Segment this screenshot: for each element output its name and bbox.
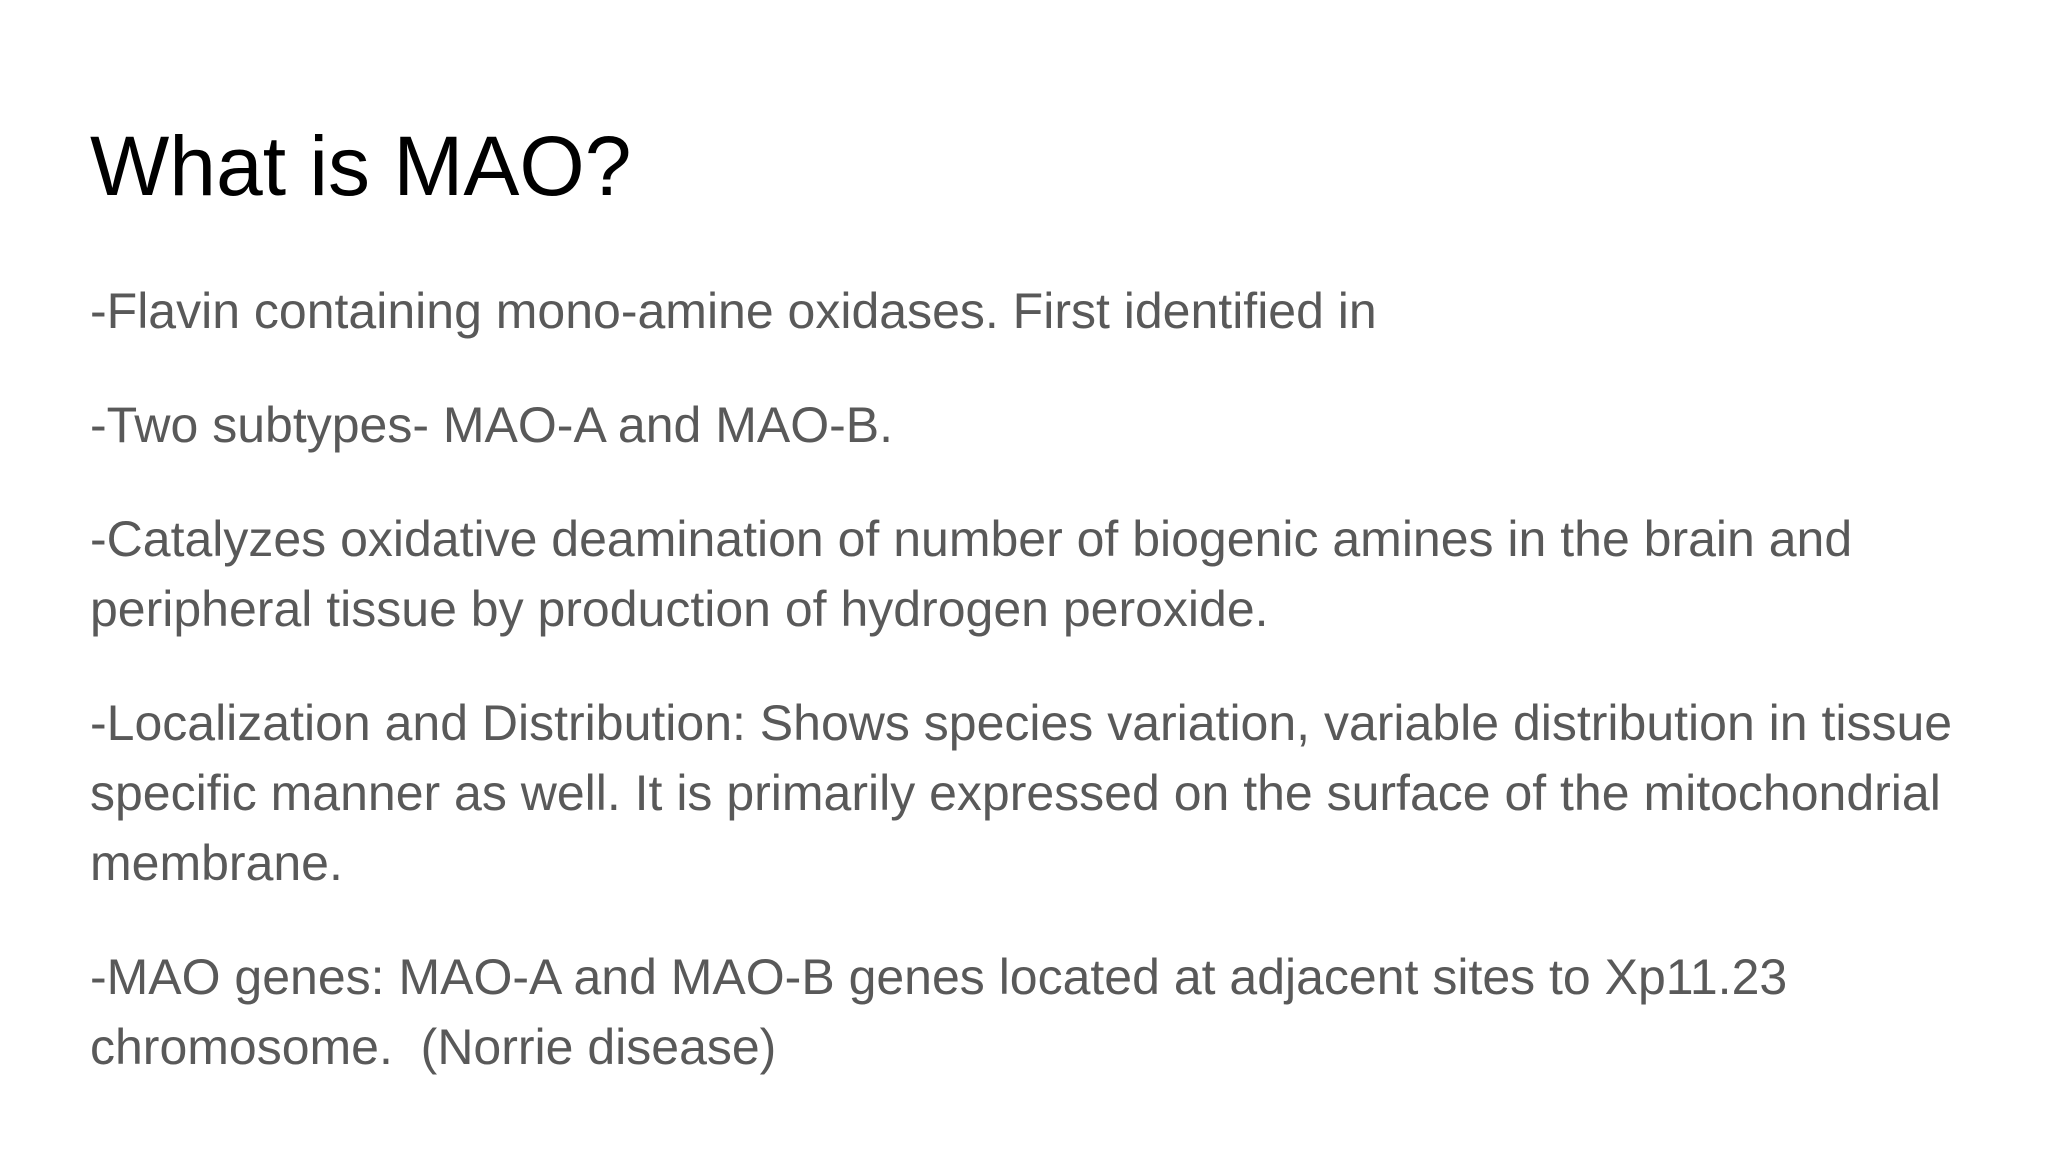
slide-body (90, 276, 1970, 1126)
paragraph-catalyzes: -Catalyzes oxidative deamination of number of biogenic amines in the brain and peripheral tissue by production of hydrogen peroxide. (90, 511, 1853, 637)
paragraph-subtypes: -Two subtypes- MAO-A and MAO-B. (90, 397, 894, 453)
paragraph-genes: -MAO genes: MAO-A and MAO-B genes located at adjacent sites to Xp11.23 chromosome. (Norrie disease) (90, 949, 1802, 1075)
paragraph-localization: -Localization and Distribution: Shows species variation, variable distribution in tissue specific manner as well. It is primarily expressed on the surface of the mitochondrial membrane. (90, 695, 1953, 891)
paragraph-flavin: -Flavin containing mono-amine oxidases. First identified in (90, 283, 1377, 339)
slide-title: What is MAO? (90, 119, 632, 213)
